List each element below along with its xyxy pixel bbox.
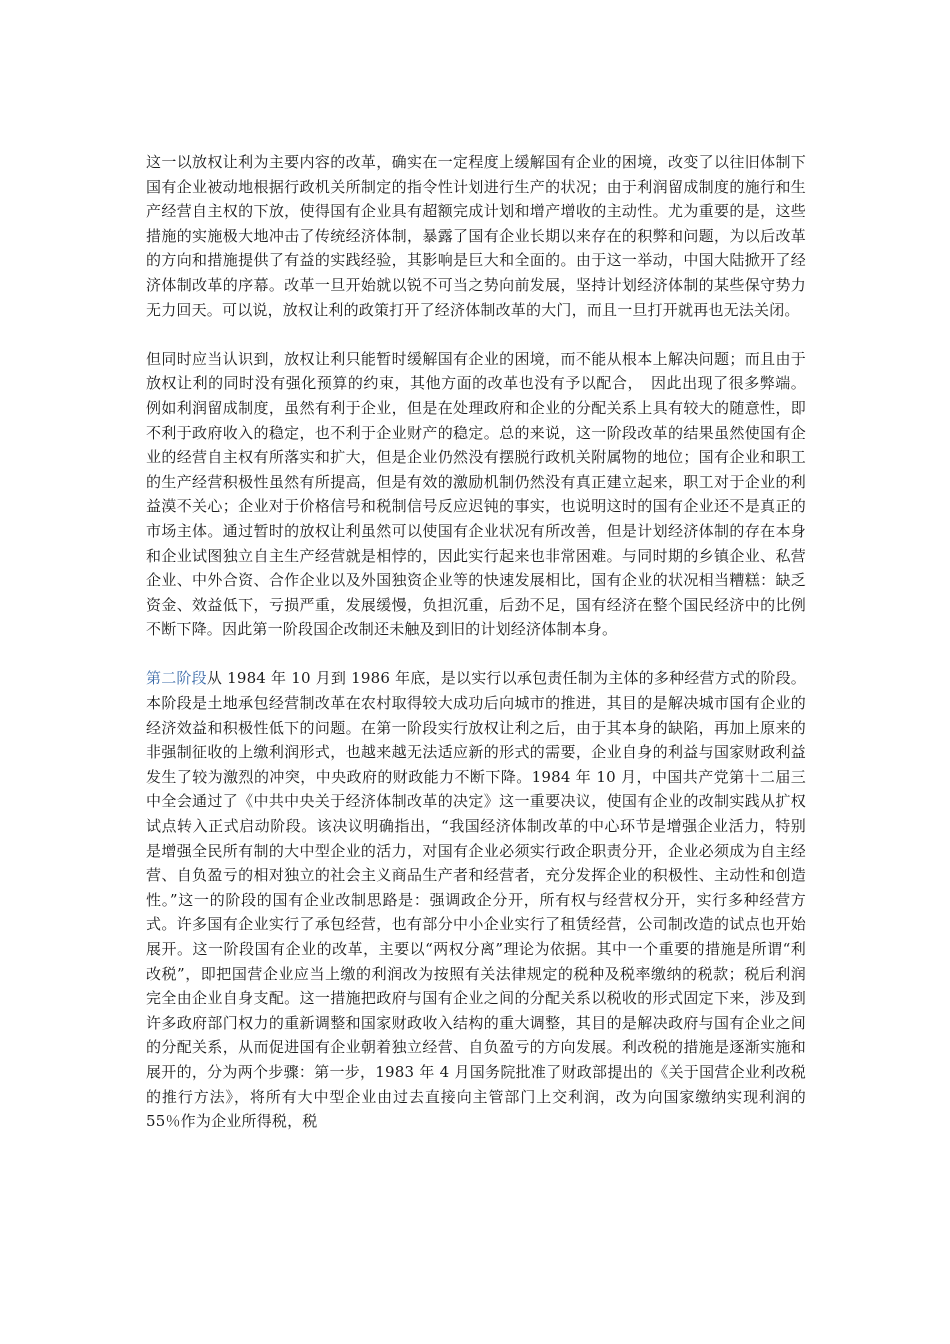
paragraph-3-text: 从 1984 年 10 月到 1986 年底，是以实行以承包责任制为主体的多种经营方式的阶段。本阶段是土地承包经营制改革在农村取得较大成功后向城市的推进，其目的是解决城市国有企业的经济效益和积极性低下的问题。在第一阶段实行放权让利之后，由于其本身的缺陷，再加上原来的非强制征收的上缴利润形式，也越来越无法适应新的形式的需要，企业自身的利益与国家财政利益发生了较为激烈的冲突，中央政府的财政能力不断下降。1984 年 10 月，中国共产党第十二届三中全会通过了《中共中央关于经济体制改革的决定》这一重要决议，使国有企业的改制实践从扩权试点转入正式启动阶段。该决议明确指出，“我国经济体制改革的中心环节是增强企业活力，特别是增强全民所有制的大中型企业的活力，对国有企业必须实行政企职责分开，企业必须成为自主经营、自负盈亏的相对独立的社会主义商品生产者和经营者，充分发挥企业的积极性、主动性和创造性。”这一的阶段的国有企业改制思路是：强调政企分开，所有权与经营权分开，实行多种经营方式。许多国有企业实行了承包经营，也有部分中小企业实行了租赁经营，公司制改造的试点也开始展开。这一阶段国有企业的改革，主要以“两权分离”理论为依据。其中一个重要的措施是所谓“利改税”，即把国营企业应当上缴的利润改为按照有关法律规定的税种及税率缴纳的税款；税后利润完全由企业自身支配。这一措施把政府与国有企业之间的分配关系以税收的形式固定下来，涉及到许多政府部门权力的重新调整和国家财政收入结构的重大调整，其目的是解决政府与国有企业之间的分配关系，从而促进国有企业朝着独立经营、自负盈亏的方向发展。利改税的措施是逐渐实施和展开的，分为两个步骤：第一步，1983 年 4 月国务院批准了财政部提出的《关于国营企业利改税的推行方法》，将所有大中型企业由过去直接向主管部门上交利润，改为向国家缴纳实现利润的 55％作为企业所得税，税	[146, 669, 806, 1131]
paragraph-spacer	[146, 642, 806, 667]
paragraph-spacer	[146, 322, 806, 347]
paragraph-2: 但同时应当认识到，放权让利只能暂时缓解国有企业的困境，而不能从根本上解决问题；而且由于放权让利的同时没有强化预算的约束，其他方面的改革也没有予以配合， 因此出现了很多弊端。例如利润留成制度，虽然有利于企业，但是在处理政府和企业的分配关系上具有较大的随意性，即不利于政府收入的稳定，也不利于企业财产的稳定。总的来说，这一阶段改革的结果虽然使国有企业的经营自主权有所落实和扩大，但是企业仍然没有摆脱行政机关附属物的地位；国有企业和职工的生产经营积极性虽然有所提高，但是有效的激励机制仍然没有真正建立起来，职工对于企业的利益漠不关心；企业对于价格信号和税制信号反应迟钝的事实，也说明这时的国有企业还不是真正的市场主体。通过暂时的放权让利虽然可以使国有企业状况有所改善，但是计划经济体制的存在本身和企业试图独立自主生产经营就是相悖的，因此实行起来也非常困难。与同时期的乡镇企业、私营企业、中外合资、合作企业以及外国独资企业等的快速发展相比，国有企业的状况相当糟糕：缺乏资金、效益低下，亏损严重，发展缓慢，负担沉重，后劲不足，国有经济在整个国民经济中的比例不断下降。因此第一阶段国企改制还未触及到旧的计划经济体制本身。	[146, 349, 806, 639]
section-lead-link[interactable]: 第二阶段	[146, 669, 207, 688]
paragraph-1: 这一以放权让利为主要内容的改革，确实在一定程度上缓解国有企业的困境，改变了以往旧体制下国有企业被动地根据行政机关所制定的指令性计划进行生产的状况；由于利润留成制度的施行和生产经营自主权的下放，使得国有企业具有超额完成计划和增产增收的主动性。尤为重要的是，这些措施的实施极大地冲击了传统经济体制，暴露了国有企业长期以来存在的积弊和问题，为以后改革的方向和措施提供了有益的实践经验，其影响是巨大和全面的。由于这一举动，中国大陆掀开了经济体制改革的序幕。改革一旦开始就以锐不可当之势向前发展，坚持计划经济体制的某些保守势力无力回天。可以说，放权让利的政策打开了经济体制改革的大门，而且一旦打开就再也无法关闭。	[146, 153, 806, 319]
paragraph-3	[146, 666, 806, 1133]
document-body	[146, 150, 806, 1134]
